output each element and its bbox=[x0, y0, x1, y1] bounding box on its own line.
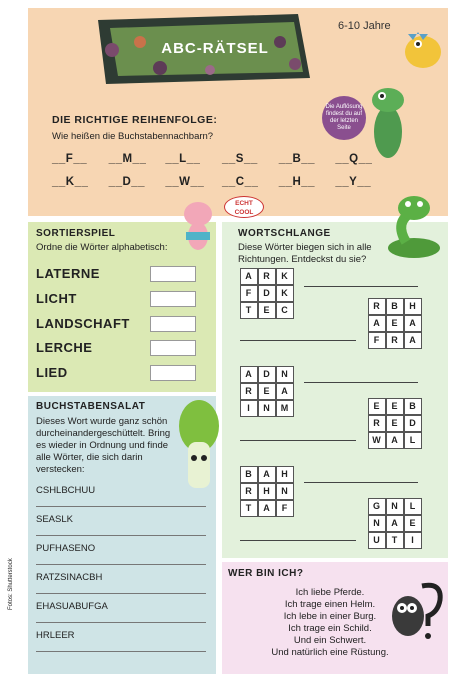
letter-row-2 bbox=[52, 176, 392, 188]
word-grid bbox=[240, 366, 294, 417]
grid-cell[interactable]: T bbox=[386, 532, 404, 549]
letter-slot[interactable]: __W__ bbox=[165, 176, 205, 188]
answer-line[interactable] bbox=[36, 506, 206, 507]
salat-word: SEASLK bbox=[36, 514, 73, 525]
grid-cell[interactable]: U bbox=[368, 532, 386, 549]
word-grid bbox=[368, 498, 422, 549]
grid-cell[interactable]: A bbox=[404, 332, 422, 349]
letter-slot[interactable]: __F__ bbox=[52, 153, 88, 165]
sortierspiel-title: SORTIERSPIEL bbox=[36, 228, 116, 239]
sortierspiel-instruction: Ordne die Wörter alphabetisch: bbox=[36, 242, 168, 253]
grid-cell[interactable]: R bbox=[368, 298, 386, 315]
snake-icon bbox=[384, 192, 446, 262]
riddle-line: Und natürlich eine Rüstung. bbox=[271, 647, 389, 658]
answer-line[interactable] bbox=[304, 482, 418, 483]
letter-slot[interactable]: __M__ bbox=[108, 153, 147, 165]
grid-cell[interactable]: N bbox=[368, 515, 386, 532]
letter-slot[interactable]: __Q__ bbox=[335, 153, 373, 165]
answer-box[interactable] bbox=[150, 316, 196, 332]
word-grid bbox=[240, 268, 294, 319]
grid-cell[interactable]: A bbox=[258, 466, 276, 483]
grid-cell[interactable]: A bbox=[368, 315, 386, 332]
grid-cell[interactable]: W bbox=[368, 432, 386, 449]
answer-line[interactable] bbox=[304, 286, 418, 287]
grid-cell[interactable]: E bbox=[386, 315, 404, 332]
sort-word: LANDSCHAFT bbox=[36, 316, 130, 331]
grid-cell[interactable]: I bbox=[240, 400, 258, 417]
sort-word: LICHT bbox=[36, 291, 77, 306]
salat-word: CSHLBCHUU bbox=[36, 485, 96, 496]
word-grid bbox=[240, 466, 294, 517]
grid-cell[interactable]: R bbox=[368, 415, 386, 432]
word-grid bbox=[368, 398, 422, 449]
grid-cell[interactable]: E bbox=[258, 383, 276, 400]
grid-cell[interactable]: G bbox=[368, 498, 386, 515]
answer-line[interactable] bbox=[240, 340, 356, 341]
grid-cell[interactable]: R bbox=[240, 483, 258, 500]
grid-cell[interactable]: K bbox=[276, 268, 294, 285]
grid-cell[interactable]: A bbox=[258, 500, 276, 517]
grid-cell[interactable]: D bbox=[404, 415, 422, 432]
answer-line[interactable] bbox=[240, 440, 356, 441]
riddle-line: Und ein Schwert. bbox=[293, 635, 367, 646]
grid-cell[interactable]: C bbox=[276, 302, 294, 319]
reihenfolge-title: DIE RICHTIGE REIHENFOLGE: bbox=[52, 114, 218, 126]
answer-line[interactable] bbox=[304, 382, 418, 383]
grid-cell[interactable]: T bbox=[240, 302, 258, 319]
salat-word: PUFHASENO bbox=[36, 543, 96, 554]
pig-icon bbox=[176, 196, 220, 260]
grid-cell[interactable]: E bbox=[368, 398, 386, 415]
age-label: 6-10 Jahre bbox=[338, 20, 391, 32]
lettuce-icon bbox=[176, 396, 222, 496]
letter-slot[interactable]: __K__ bbox=[52, 176, 89, 188]
grid-cell[interactable]: B bbox=[404, 398, 422, 415]
letter-slot[interactable]: __Y__ bbox=[335, 176, 372, 188]
grid-cell[interactable]: E bbox=[386, 415, 404, 432]
page-title: ABC-RÄTSEL bbox=[161, 40, 269, 57]
wortschlange-title: WORTSCHLANGE bbox=[238, 228, 331, 239]
word-grid bbox=[368, 298, 422, 349]
grid-cell[interactable]: D bbox=[258, 366, 276, 383]
buchstabensalat-instruction: Dieses Wort wurde ganz schön durcheinandergeschüttelt. Bring es wieder in Ordnung und finde alle Wörter, die sich darin verstecken: bbox=[36, 416, 171, 475]
answer-box[interactable] bbox=[150, 291, 196, 307]
sort-word: LIED bbox=[36, 365, 68, 380]
answer-line[interactable] bbox=[36, 564, 206, 565]
grid-cell[interactable]: A bbox=[276, 383, 294, 400]
werbinich-title: WER BIN ICH? bbox=[228, 568, 304, 579]
sort-word: LERCHE bbox=[36, 340, 93, 355]
grid-cell[interactable]: A bbox=[240, 366, 258, 383]
riddle-line: Ich liebe Pferde. bbox=[295, 587, 365, 598]
answer-box[interactable] bbox=[150, 266, 196, 282]
riddle-line: Ich trage einen Helm. bbox=[284, 599, 376, 610]
grid-cell[interactable]: K bbox=[276, 285, 294, 302]
grid-cell[interactable]: N bbox=[276, 483, 294, 500]
grid-cell[interactable]: B bbox=[240, 466, 258, 483]
buchstabensalat-title: BUCHSTABENSALAT bbox=[36, 401, 146, 412]
grid-cell[interactable]: F bbox=[368, 332, 386, 349]
grid-cell[interactable]: D bbox=[258, 285, 276, 302]
grid-cell[interactable]: R bbox=[258, 268, 276, 285]
letter-slot[interactable]: __H__ bbox=[278, 176, 316, 188]
speech-bubble: ECHT COOL bbox=[224, 196, 264, 218]
crocodile-icon bbox=[360, 82, 416, 162]
monster-illustration-icon bbox=[100, 20, 310, 84]
letter-slot[interactable]: __B__ bbox=[278, 153, 316, 165]
dino-icon bbox=[398, 22, 448, 72]
salat-word: EHASUABUFGA bbox=[36, 601, 108, 612]
grid-cell[interactable]: R bbox=[386, 332, 404, 349]
sort-word: LATERNE bbox=[36, 266, 100, 281]
grid-cell[interactable]: H bbox=[404, 298, 422, 315]
grid-cell[interactable]: I bbox=[404, 532, 422, 549]
letter-row-1 bbox=[52, 153, 392, 165]
answer-line[interactable] bbox=[36, 593, 206, 594]
salat-word: RATZSINACBH bbox=[36, 572, 103, 583]
grid-cell[interactable]: E bbox=[404, 515, 422, 532]
letter-slot[interactable]: __L__ bbox=[165, 153, 201, 165]
answer-box[interactable] bbox=[150, 340, 196, 356]
letter-slot[interactable]: __D__ bbox=[108, 176, 146, 188]
grid-cell[interactable]: H bbox=[276, 466, 294, 483]
grid-cell[interactable]: L bbox=[404, 432, 422, 449]
grid-cell[interactable]: F bbox=[276, 500, 294, 517]
grid-cell[interactable]: R bbox=[240, 383, 258, 400]
answer-line[interactable] bbox=[240, 540, 356, 541]
grid-cell[interactable]: A bbox=[386, 432, 404, 449]
grid-cell[interactable]: T bbox=[240, 500, 258, 517]
grid-cell[interactable]: N bbox=[258, 400, 276, 417]
answer-box[interactable] bbox=[150, 365, 196, 381]
answer-line[interactable] bbox=[36, 622, 206, 623]
grid-cell[interactable]: E bbox=[258, 302, 276, 319]
riddle-line: Ich trage ein Schild. bbox=[288, 623, 372, 634]
answer-line[interactable] bbox=[36, 651, 206, 652]
salat-word: HRLEER bbox=[36, 630, 75, 641]
grid-cell[interactable]: N bbox=[276, 366, 294, 383]
grid-cell[interactable]: M bbox=[276, 400, 294, 417]
reihenfolge-question: Wie heißen die Buchstabennachbarn? bbox=[52, 131, 214, 142]
grid-cell[interactable]: A bbox=[386, 515, 404, 532]
grid-cell[interactable]: L bbox=[404, 498, 422, 515]
grid-cell[interactable]: N bbox=[386, 498, 404, 515]
fuzzy-monster-icon bbox=[386, 572, 446, 662]
grid-cell[interactable]: A bbox=[240, 268, 258, 285]
grid-cell[interactable]: F bbox=[240, 285, 258, 302]
letter-slot[interactable]: __S__ bbox=[222, 153, 258, 165]
riddle-line: Ich lebe in einer Burg. bbox=[283, 611, 377, 622]
solution-badge: Die Auflösung findest du auf der letzten Seite bbox=[322, 96, 366, 140]
photo-credit: Fotos: Shutterstock bbox=[8, 558, 14, 610]
answer-line[interactable] bbox=[36, 535, 206, 536]
letter-slot[interactable]: __C__ bbox=[222, 176, 259, 188]
grid-cell[interactable]: B bbox=[386, 298, 404, 315]
grid-cell[interactable]: A bbox=[404, 315, 422, 332]
wortschlange-instruction: Diese Wörter biegen sich in alle Richtungen. Entdeckst du sie? bbox=[238, 242, 372, 265]
grid-cell[interactable]: H bbox=[258, 483, 276, 500]
grid-cell[interactable]: E bbox=[386, 398, 404, 415]
